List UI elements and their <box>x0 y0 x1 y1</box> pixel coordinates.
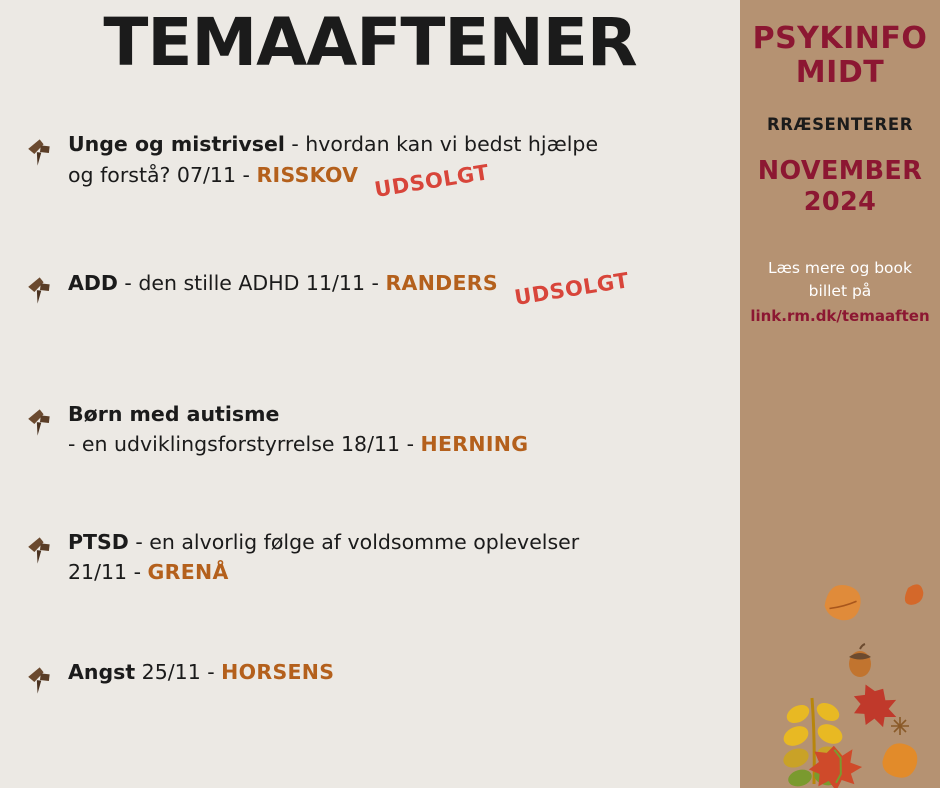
event-description: 25/11 - <box>135 660 222 684</box>
pushpin-icon <box>24 664 56 696</box>
list-item[interactable] <box>0 528 740 612</box>
list-item[interactable] <box>0 400 740 484</box>
event-text <box>68 130 720 202</box>
event-line2 <box>68 159 720 202</box>
event-place: HERNING <box>420 431 529 456</box>
pushpin-icon <box>24 136 56 168</box>
event-line2-text: og forstå? 07/11 - <box>68 162 257 187</box>
event-place: RANDERS <box>385 271 498 295</box>
booking-info <box>740 257 940 328</box>
event-description: - den stille ADHD 11/11 - <box>117 271 386 295</box>
event-description: - hvordan kan vi bedst hjælpe <box>284 132 599 156</box>
list-item[interactable] <box>0 268 740 352</box>
event-title: Angst <box>68 660 136 684</box>
event-title: Unge og mistrivsel <box>68 132 285 156</box>
event-line2 <box>68 558 720 588</box>
event-place: HORSENS <box>221 660 335 684</box>
status-badge: UDSOLGT <box>373 159 491 202</box>
event-title: PTSD <box>68 530 129 554</box>
event-place: GRENÅ <box>147 559 229 584</box>
presents-label: RRÆSENTERER <box>766 115 914 135</box>
poster-sidebar <box>740 0 940 788</box>
brand-line-1: PSYKINFO <box>752 21 928 56</box>
brand-line-2: MIDT <box>795 54 885 90</box>
event-text <box>68 400 720 459</box>
list-item[interactable] <box>0 658 740 742</box>
page-title: TEMAAFTENER <box>103 4 637 81</box>
brand-name <box>740 22 940 89</box>
pushpin-icon <box>24 274 56 306</box>
booking-link[interactable]: link.rm.dk/temaaften <box>750 307 930 326</box>
event-line2 <box>68 430 720 460</box>
month-label: NOVEMBER <box>757 156 923 187</box>
booking-line-2: billet på <box>808 282 872 301</box>
event-line2-text: - en udviklingsforstyrrelse 18/11 - <box>68 431 421 456</box>
pushpin-icon <box>24 534 56 566</box>
year-label: 2024 <box>803 186 877 217</box>
event-place: RISSKOV <box>256 162 359 187</box>
list-item[interactable] <box>0 130 740 214</box>
status-badge: UDSOLGT <box>512 268 631 310</box>
autumn-leaves-decoration <box>740 448 940 788</box>
event-list <box>0 130 740 742</box>
event-title: Børn med autisme <box>68 402 280 426</box>
event-text <box>68 268 720 310</box>
pushpin-icon <box>24 406 56 438</box>
event-description: - en alvorlig følge af voldsomme oplevelser <box>128 530 580 554</box>
event-title: ADD <box>68 271 118 295</box>
event-text <box>68 528 720 587</box>
event-text <box>68 658 720 688</box>
booking-line-1: Læs mere og book <box>767 258 913 277</box>
event-line2-text: 21/11 - <box>68 559 148 584</box>
